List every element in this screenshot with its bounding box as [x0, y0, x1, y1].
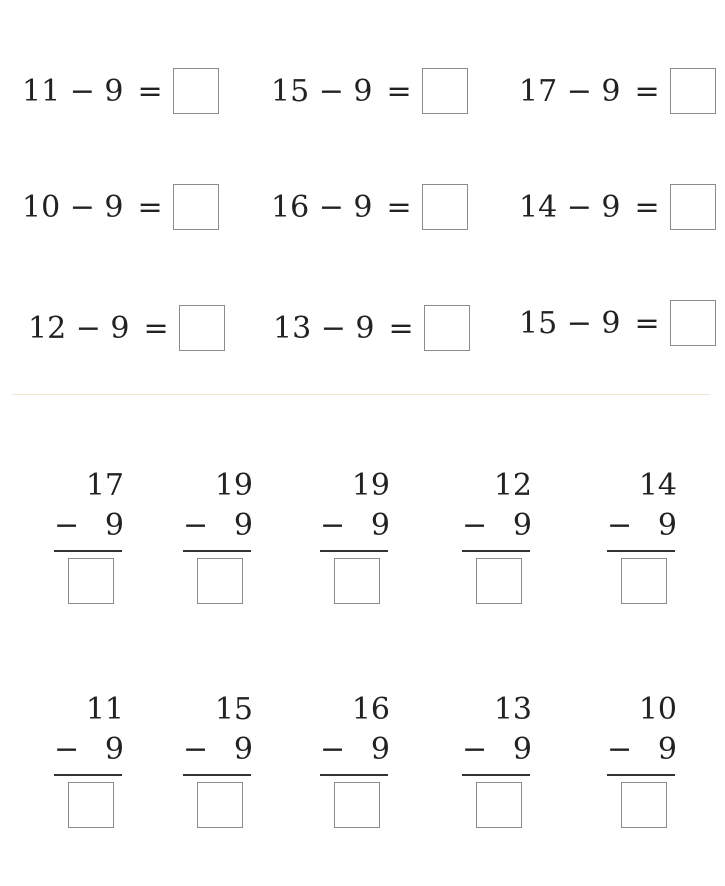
sum-line	[320, 550, 388, 552]
vertical-problem	[462, 468, 542, 618]
vertical-problem	[54, 468, 134, 618]
sum-line	[183, 774, 251, 776]
sum-line	[320, 774, 388, 776]
horizontal-problem	[271, 183, 468, 231]
subtrahend: 9	[104, 732, 124, 767]
section-divider	[12, 394, 710, 395]
subtrahend: 9	[233, 508, 253, 543]
answer-box[interactable]	[179, 305, 225, 351]
problem-expression: 13 − 9	[273, 310, 375, 346]
minuend: 14	[638, 468, 677, 503]
vertical-problem	[607, 468, 687, 618]
subtrahend: 9	[370, 732, 390, 767]
vertical-problem	[462, 692, 542, 842]
problem-expression: 12 − 9	[28, 310, 130, 346]
problem-expression: 15 − 9	[519, 305, 621, 341]
answer-box[interactable]	[621, 782, 667, 828]
answer-box[interactable]	[334, 558, 380, 604]
horizontal-problem	[519, 183, 716, 231]
equals-sign: =	[388, 310, 414, 346]
equals-sign: =	[386, 189, 412, 225]
minuend: 12	[493, 468, 532, 503]
minuend: 15	[214, 692, 253, 727]
answer-box[interactable]	[173, 184, 219, 230]
problem-expression: 14 − 9	[519, 189, 621, 225]
problem-expression: 10 − 9	[22, 189, 124, 225]
minuend: 16	[351, 692, 390, 727]
answer-box[interactable]	[621, 558, 667, 604]
sum-line	[462, 550, 530, 552]
equals-sign: =	[137, 189, 163, 225]
answer-box[interactable]	[476, 782, 522, 828]
answer-box[interactable]	[68, 558, 114, 604]
vertical-problem	[320, 692, 400, 842]
sum-line	[607, 774, 675, 776]
horizontal-problem	[28, 304, 225, 352]
answer-box[interactable]	[173, 68, 219, 114]
subtrahend: 9	[512, 508, 532, 543]
minuend: 17	[85, 468, 124, 503]
problem-expression: 17 − 9	[519, 73, 621, 109]
sum-line	[54, 550, 122, 552]
answer-box[interactable]	[424, 305, 470, 351]
subtrahend: 9	[233, 732, 253, 767]
answer-box[interactable]	[422, 184, 468, 230]
sum-line	[607, 550, 675, 552]
minuend: 10	[638, 692, 677, 727]
horizontal-problem	[273, 304, 470, 352]
answer-box[interactable]	[670, 300, 716, 346]
sum-line	[462, 774, 530, 776]
minus-sign: −	[462, 732, 488, 767]
minus-sign: −	[320, 508, 346, 543]
minus-sign: −	[607, 732, 633, 767]
answer-box[interactable]	[422, 68, 468, 114]
problem-expression: 11 − 9	[22, 73, 124, 109]
sum-line	[183, 550, 251, 552]
minus-sign: −	[54, 508, 80, 543]
minus-sign: −	[462, 508, 488, 543]
vertical-problem	[607, 692, 687, 842]
subtrahend: 9	[370, 508, 390, 543]
minus-sign: −	[320, 732, 346, 767]
sum-line	[54, 774, 122, 776]
horizontal-problem	[22, 67, 219, 115]
problem-expression: 15 − 9	[271, 73, 373, 109]
answer-box[interactable]	[197, 558, 243, 604]
equals-sign: =	[386, 73, 412, 109]
equals-sign: =	[634, 73, 660, 109]
vertical-problem	[183, 692, 263, 842]
minus-sign: −	[183, 508, 209, 543]
vertical-problem	[320, 468, 400, 618]
equals-sign: =	[137, 73, 163, 109]
vertical-problem	[183, 468, 263, 618]
equals-sign: =	[143, 310, 169, 346]
subtrahend: 9	[657, 508, 677, 543]
minus-sign: −	[183, 732, 209, 767]
subtrahend: 9	[104, 508, 124, 543]
answer-box[interactable]	[334, 782, 380, 828]
minus-sign: −	[607, 508, 633, 543]
minuend: 13	[493, 692, 532, 727]
horizontal-problem	[22, 183, 219, 231]
minuend: 19	[214, 468, 253, 503]
minus-sign: −	[54, 732, 80, 767]
answer-box[interactable]	[670, 68, 716, 114]
minuend: 11	[85, 692, 124, 727]
horizontal-problem	[519, 67, 716, 115]
problem-expression: 16 − 9	[271, 189, 373, 225]
horizontal-problem	[519, 299, 716, 347]
vertical-problem	[54, 692, 134, 842]
subtrahend: 9	[512, 732, 532, 767]
equals-sign: =	[634, 305, 660, 341]
answer-box[interactable]	[670, 184, 716, 230]
answer-box[interactable]	[476, 558, 522, 604]
minuend: 19	[351, 468, 390, 503]
answer-box[interactable]	[68, 782, 114, 828]
answer-box[interactable]	[197, 782, 243, 828]
subtrahend: 9	[657, 732, 677, 767]
horizontal-problem	[271, 67, 468, 115]
equals-sign: =	[634, 189, 660, 225]
